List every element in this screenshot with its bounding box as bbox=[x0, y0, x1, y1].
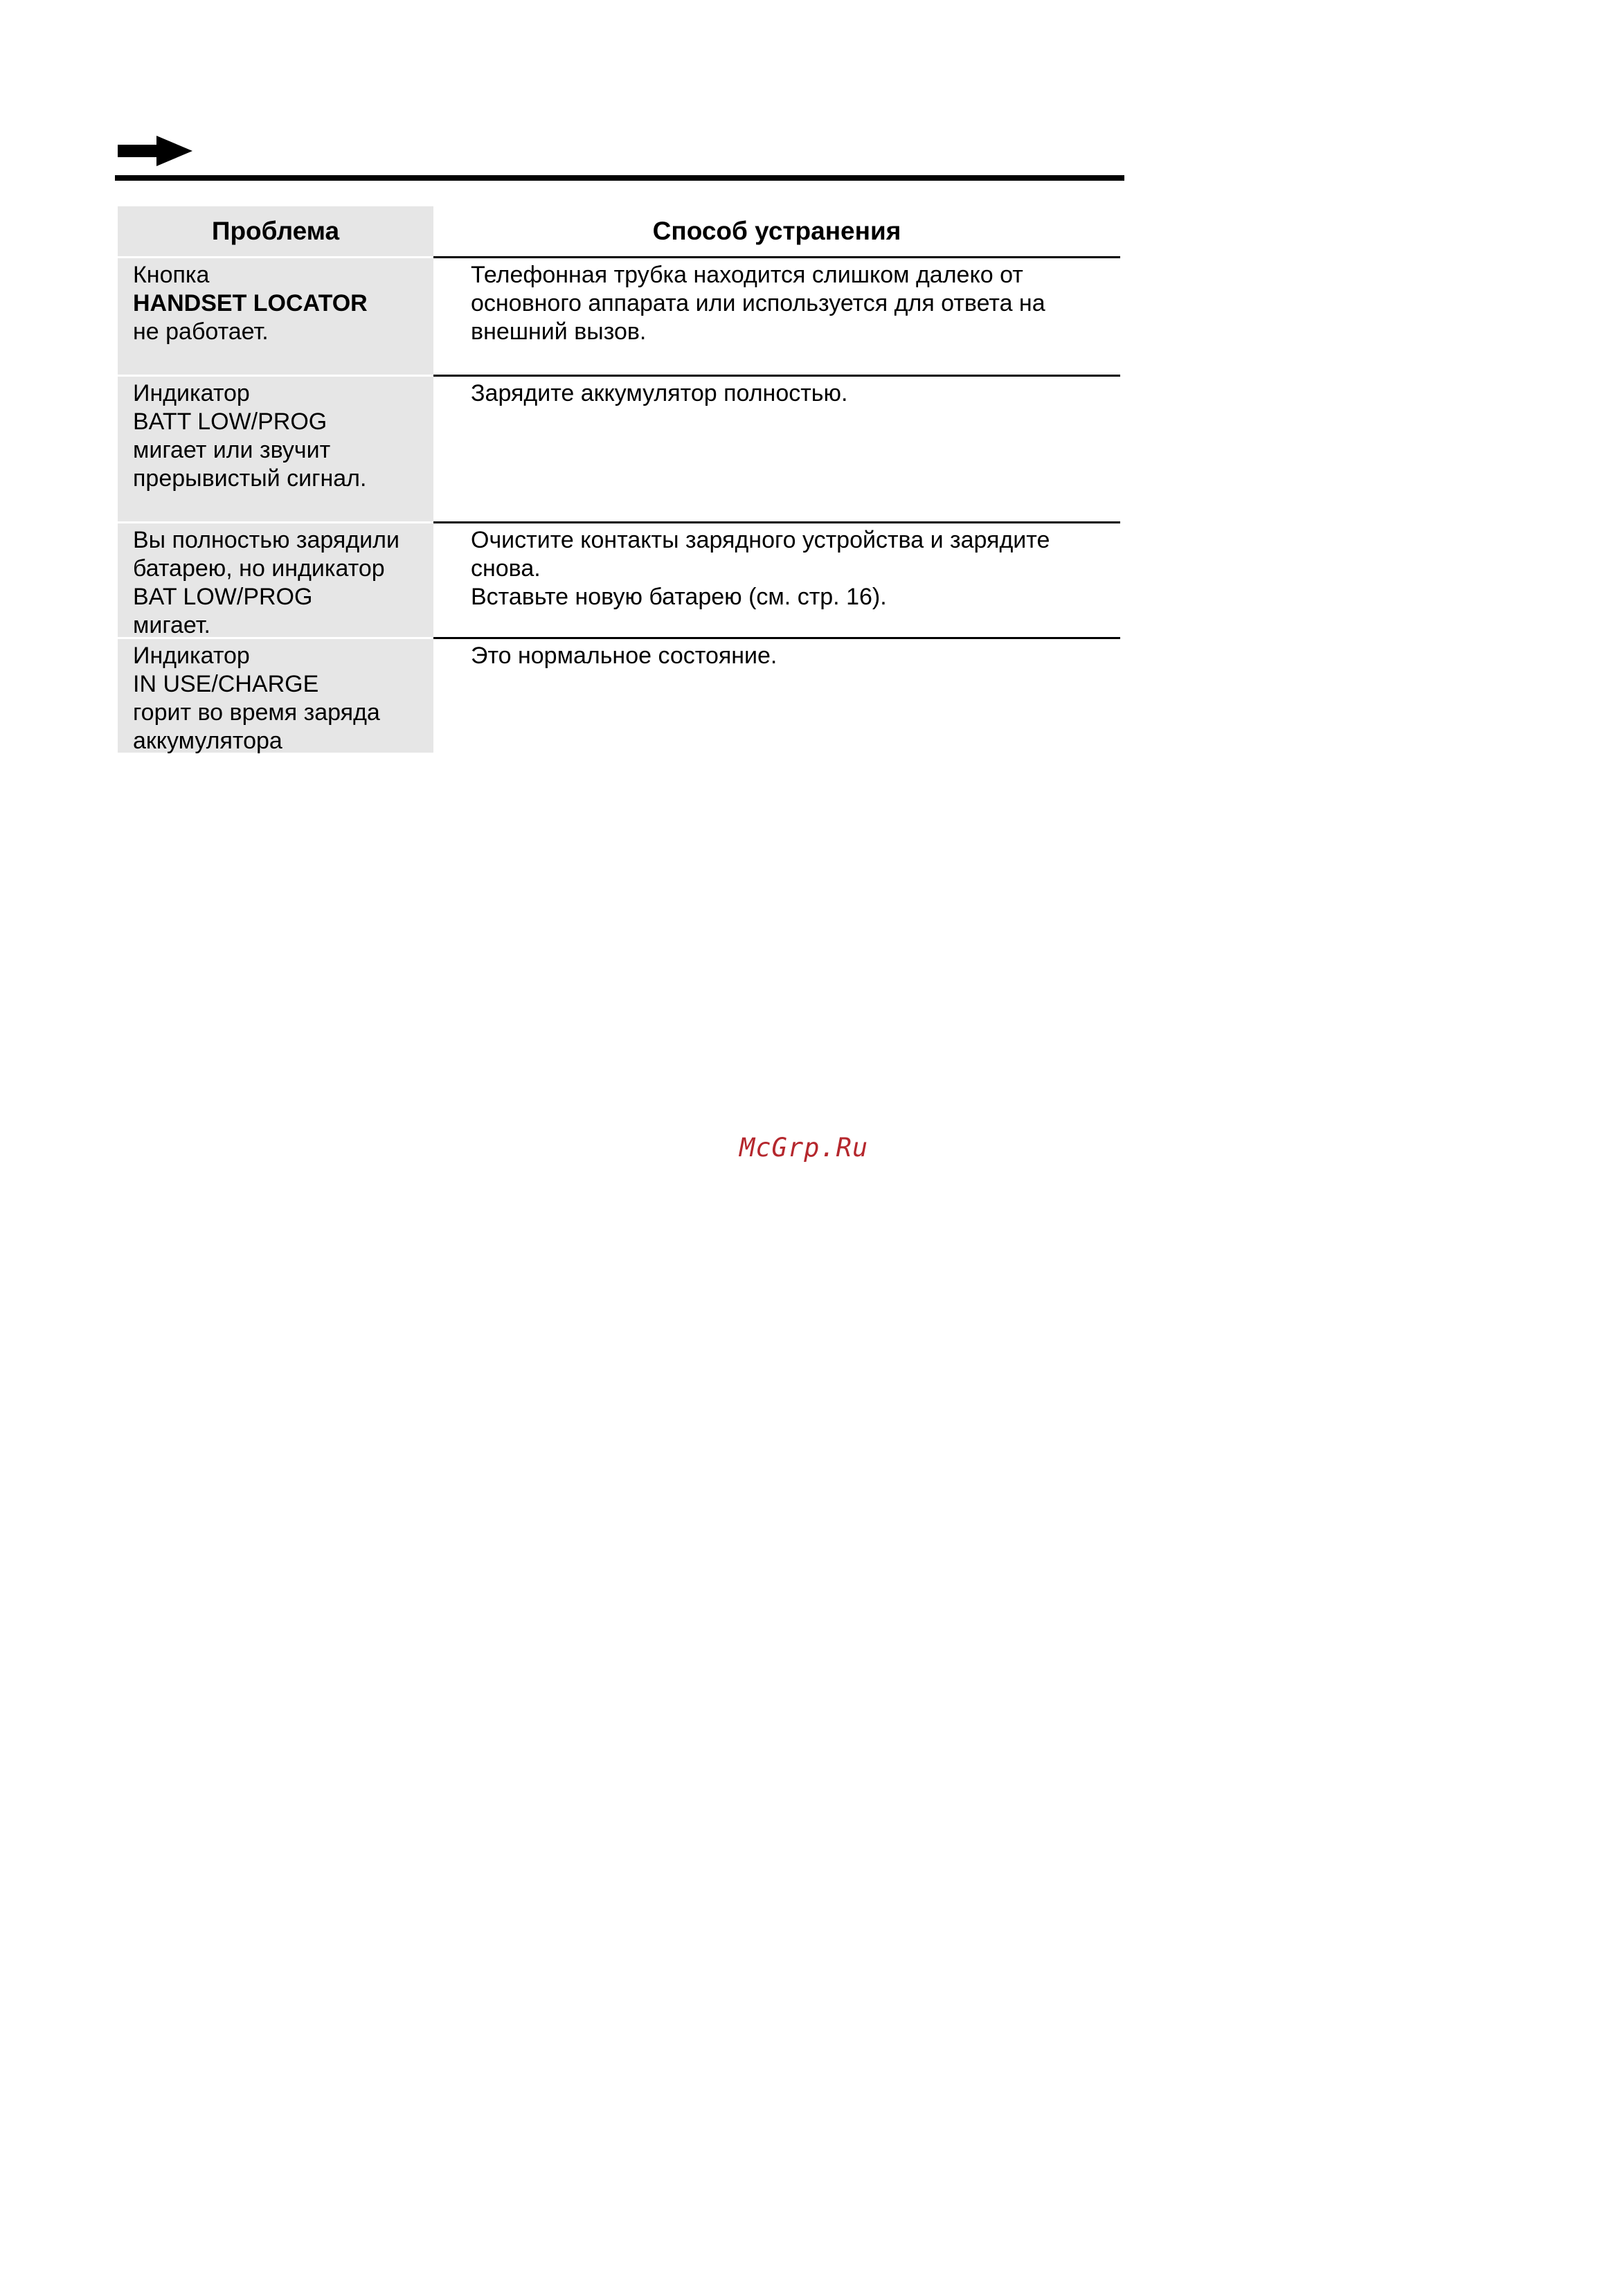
problem-line: прерывистый сигнал. bbox=[133, 465, 367, 492]
solution-cell bbox=[471, 261, 1115, 346]
solution-line: Телефонная трубка находится слишком далеко от bbox=[471, 262, 1023, 288]
problem-cell bbox=[118, 258, 433, 375]
table-row bbox=[118, 377, 1120, 521]
top-rule bbox=[115, 175, 1124, 181]
solution-line: Это нормальное состояние. bbox=[471, 643, 777, 669]
solution-cell bbox=[471, 526, 1115, 611]
table-row bbox=[118, 258, 1120, 375]
problem-line: HANDSET LOCATOR bbox=[133, 290, 368, 316]
problem-cell bbox=[118, 523, 433, 637]
solution-cell bbox=[471, 642, 1115, 670]
solution-line: внешний вызов. bbox=[471, 319, 647, 345]
problem-cell bbox=[118, 377, 433, 521]
problem-line: горит во время заряда bbox=[133, 699, 380, 726]
problem-cell bbox=[118, 639, 433, 753]
arrow-right-icon bbox=[118, 136, 192, 166]
solution-line: Зарядите аккумулятор полностью. bbox=[471, 380, 848, 406]
problem-line: Индикатор bbox=[133, 643, 250, 669]
solution-cell bbox=[471, 379, 1115, 408]
header-problem: Проблема bbox=[118, 206, 433, 256]
table-row bbox=[118, 639, 1120, 753]
table-header bbox=[118, 206, 1120, 256]
solution-line: основного аппарата или используется для ответа на bbox=[471, 290, 1045, 316]
table-row bbox=[118, 523, 1120, 637]
problem-line: IN USE/CHARGE bbox=[133, 671, 319, 697]
problem-line: BAT LOW/PROG bbox=[133, 584, 313, 610]
problem-line: мигает. bbox=[133, 612, 210, 638]
problem-line: аккумулятора bbox=[133, 728, 282, 754]
solution-line: Вставьте новую батарею (см. стр. 16). bbox=[471, 584, 887, 610]
solution-line: Очистите контакты зарядного устройства и зарядите bbox=[471, 527, 1050, 553]
problem-line: батарею, но индикатор bbox=[133, 555, 385, 582]
problem-line: Кнопка bbox=[133, 262, 210, 288]
problem-line: Индикатор bbox=[133, 380, 250, 406]
problem-line: BATT LOW/PROG bbox=[133, 409, 327, 435]
problem-line: мигает или звучит bbox=[133, 437, 331, 463]
header-solution: Способ устранения bbox=[652, 217, 901, 245]
problem-line: Вы полностью зарядили bbox=[133, 527, 399, 553]
watermark: McGrp.Ru bbox=[739, 1133, 869, 1163]
problem-line: не работает. bbox=[133, 319, 269, 345]
solution-line: снова. bbox=[471, 555, 541, 582]
